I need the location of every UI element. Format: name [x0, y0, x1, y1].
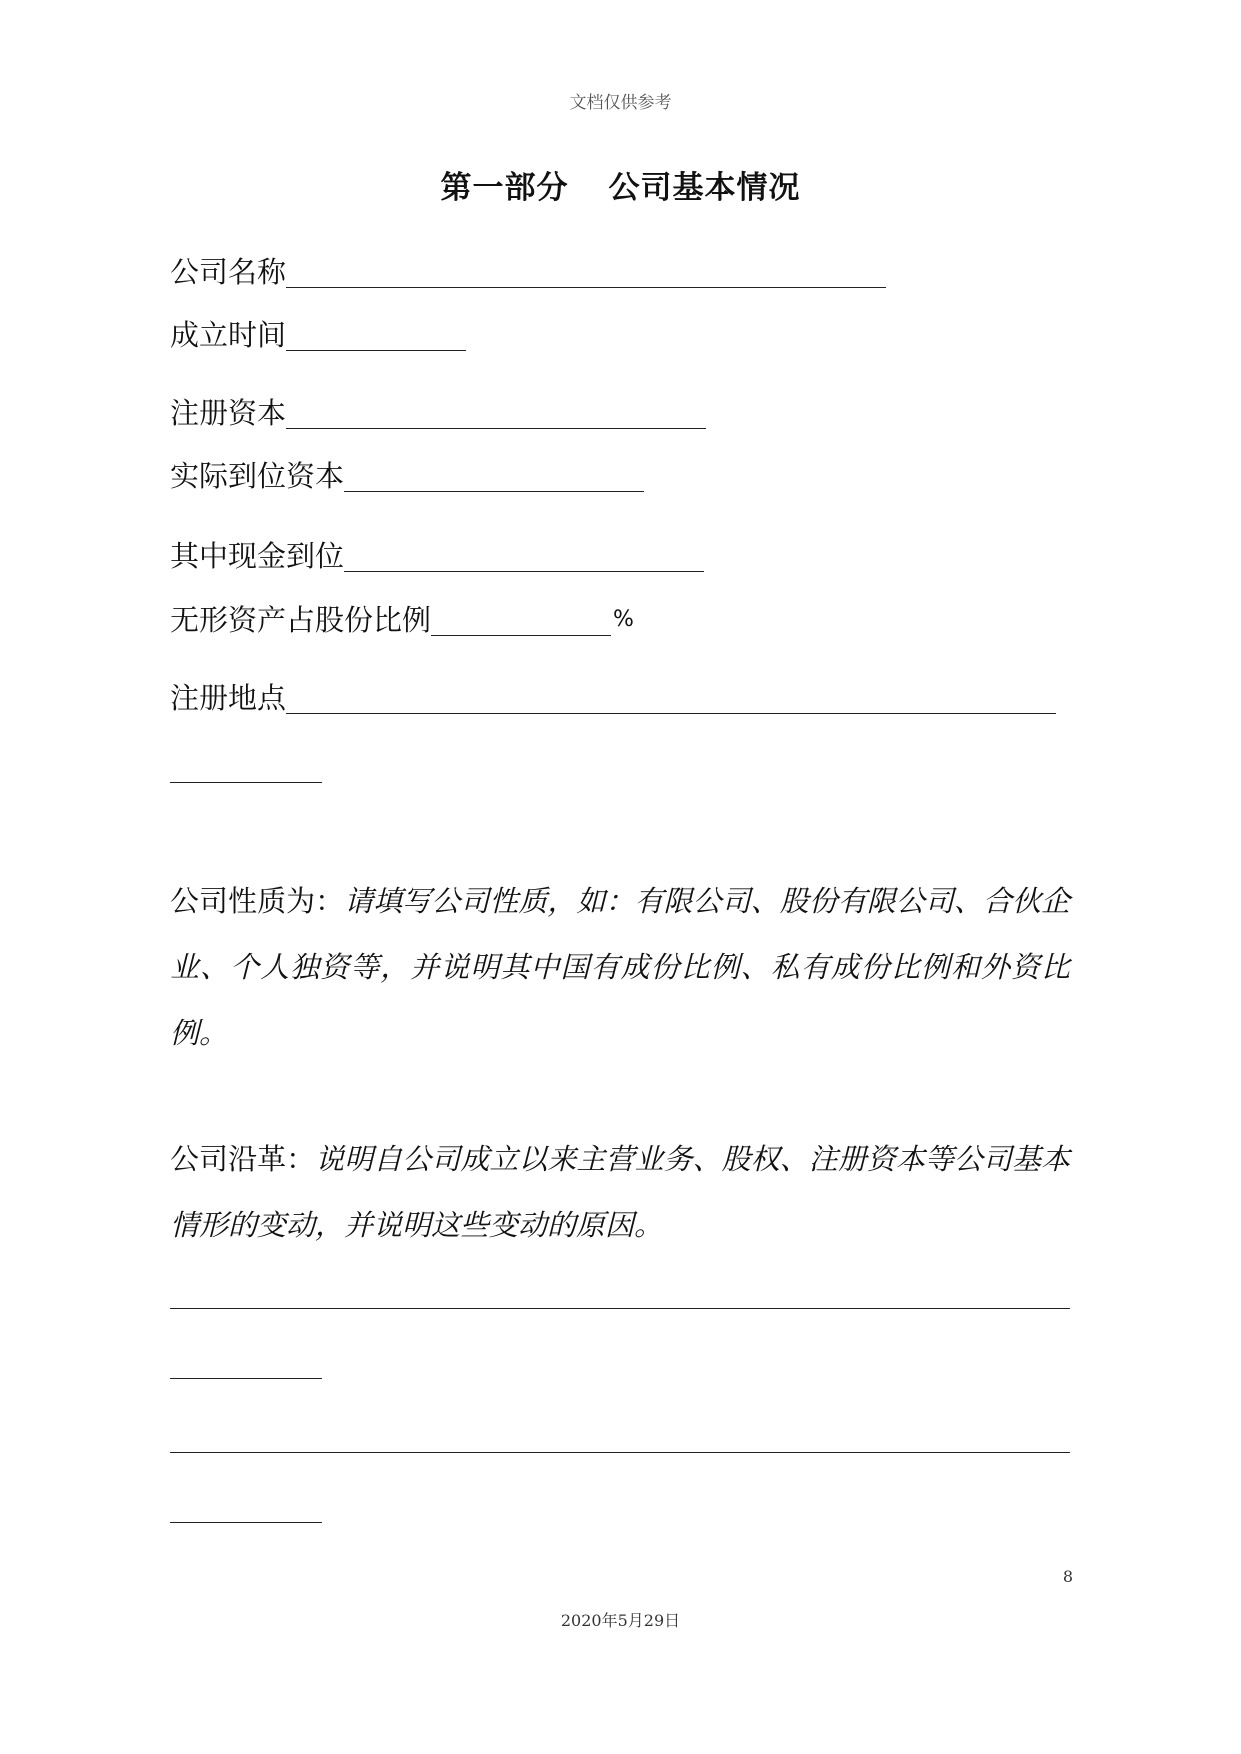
registered-address-label: 注册地点	[170, 681, 287, 715]
intangible-ratio-blank[interactable]	[431, 601, 611, 636]
section-part-label: 第一部分	[440, 170, 569, 206]
company-name-field	[170, 252, 886, 292]
paid-in-capital-label: 实际到位资本	[170, 459, 345, 493]
intangible-ratio-field	[170, 600, 634, 640]
founded-time-blank[interactable]	[286, 316, 466, 351]
company-history-hint: 说明自公司成立以来主营业务、股权、注册资本等公司基本情形的变动，并说明这些变动的原因。	[170, 1142, 1070, 1242]
section-name: 公司基本情况	[608, 170, 801, 206]
company-nature-label: 公司性质为：	[170, 884, 345, 918]
company-nature-hint: 请填写公司性质，如：有限公司、股份有限公司、合伙企业、个人独资等，并说明其中国有成份比例、私有成份比例和外资比例。	[170, 884, 1070, 1050]
percent-sign: %	[613, 607, 634, 632]
section-title	[0, 162, 1241, 207]
paid-in-capital-blank[interactable]	[344, 457, 644, 492]
footer-date: 2020年5月29日	[560, 1611, 681, 1630]
registered-capital-field	[170, 393, 706, 433]
founded-time-label: 成立时间	[170, 318, 287, 352]
company-nature-paragraph	[170, 868, 1070, 1066]
history-answer-line-1-continuation[interactable]	[170, 1378, 322, 1379]
cash-paid-in-blank[interactable]	[344, 537, 704, 572]
page-number: 8	[1062, 1567, 1073, 1586]
history-answer-line-2[interactable]	[170, 1452, 1070, 1453]
cash-paid-in-field	[170, 536, 704, 576]
header-note: 文档仅供参考	[569, 93, 672, 113]
founded-time-field	[170, 315, 466, 355]
registered-address-field	[170, 678, 1056, 718]
registered-capital-blank[interactable]	[286, 394, 706, 429]
intangible-ratio-label: 无形资产占股份比例	[170, 603, 432, 637]
history-answer-line-1[interactable]	[170, 1308, 1070, 1309]
company-history-paragraph	[170, 1126, 1070, 1258]
company-name-label: 公司名称	[170, 255, 287, 289]
history-answer-line-2-continuation[interactable]	[170, 1522, 322, 1523]
registered-capital-label: 注册资本	[170, 396, 287, 430]
paid-in-capital-field	[170, 456, 644, 496]
company-name-blank[interactable]	[286, 253, 886, 288]
registered-address-blank[interactable]	[286, 679, 1056, 714]
cash-paid-in-label: 其中现金到位	[170, 539, 345, 573]
company-history-label: 公司沿革：	[170, 1142, 316, 1176]
registered-address-continuation-line[interactable]	[170, 782, 322, 783]
